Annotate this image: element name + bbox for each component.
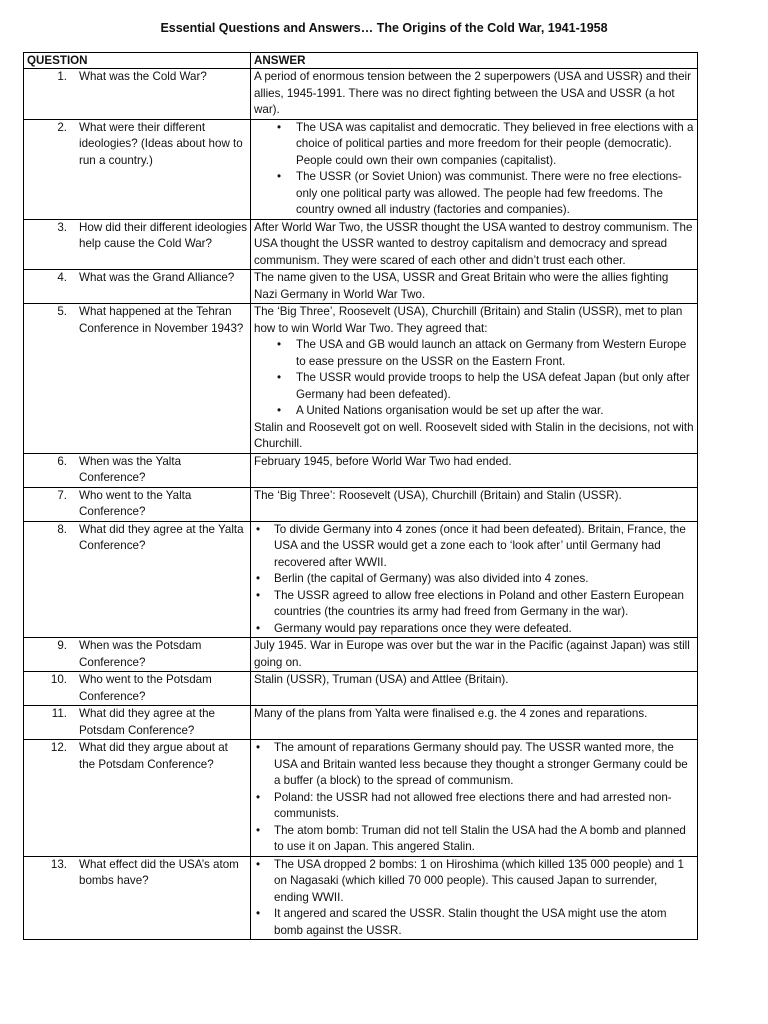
question-number: 2. xyxy=(57,120,67,134)
answer-bullet: • The USSR (or Soviet Union) was communist. There were no free elections-only one political party was allowed. The people had few freedoms. The country owned all industry (factories and companies). xyxy=(254,169,694,219)
question-number: 1. xyxy=(57,70,67,83)
answer-cell xyxy=(251,706,698,740)
question-cell xyxy=(24,119,251,219)
table-row xyxy=(24,740,698,857)
answer-cell xyxy=(251,521,698,638)
answer-bullet: • A United Nations organisation would be set up after the war. xyxy=(254,403,694,420)
question-text: What happened at the Tehran Conference in November 1943? xyxy=(79,305,244,335)
answer-cell xyxy=(251,638,698,672)
question-text: What effect did the USA’s atom bombs have? xyxy=(79,857,239,887)
question-cell xyxy=(24,521,251,638)
question-text: Who went to the Potsdam Conference? xyxy=(79,673,212,703)
header-row xyxy=(24,53,698,69)
answer-bullet: • The USA and GB would launch an attack on Germany from Western Europe to ease pressure on the USSR on the Eastern Front. xyxy=(254,337,694,370)
question-number: 9. xyxy=(57,639,67,652)
table-row xyxy=(24,706,698,740)
qa-table xyxy=(23,52,698,940)
answer-cell xyxy=(251,270,698,304)
question-text: When was the Yalta Conference? xyxy=(79,454,182,484)
answer-bullet: • To divide Germany into 4 zones (once it had been defeated). Britain, France, the USA and the USSR would get a zone each to ‘look after’ until Germany had recovered after WWII. xyxy=(254,522,694,572)
question-number: 6. xyxy=(57,454,67,468)
answer-bullet: • The amount of reparations Germany should pay. The USSR wanted more, the USA and Britain wanted less because they thought a stronger Germany could be a buffer (a block) to the spread of communism. xyxy=(254,740,694,790)
answer-bullet: • Germany would pay reparations once they were defeated. xyxy=(254,621,694,638)
answer-text: After World War Two, the USSR thought the USA wanted to destroy communism. The USA thought the USSR wanted to destroy capitalism and democracy and spread communism. They were scared of each other and didn’t trust each other. xyxy=(254,220,693,267)
question-cell xyxy=(24,672,251,706)
question-number: 3. xyxy=(57,220,67,234)
table-row xyxy=(24,856,698,940)
question-cell xyxy=(24,638,251,672)
answer-bullet-list xyxy=(254,120,694,219)
answer-bullet: • The USA was capitalist and democratic. They believed in free elections with a choice of political parties and more freedom for their people (democratic). People could own their own companies (capitalist). xyxy=(254,120,694,170)
question-text: What was the Grand Alliance? xyxy=(79,271,235,284)
answer-cell xyxy=(251,69,698,120)
answer-cell xyxy=(251,453,698,487)
answer-text: July 1945. War in Europe was over but the war in the Pacific (against Japan) was still going on. xyxy=(254,639,690,669)
question-cell xyxy=(24,740,251,857)
question-number: 5. xyxy=(57,305,67,318)
answer-column-header: ANSWER xyxy=(251,53,698,69)
table-row xyxy=(24,119,698,219)
question-cell xyxy=(24,219,251,270)
answer-cell xyxy=(251,672,698,706)
question-number: 12. xyxy=(50,741,67,754)
answer-bullet: • The USA dropped 2 bombs: 1 on Hiroshima (which killed 135 000 people) and 1 on Nagasaki (which killed 70 000 people). This caused Japan to surrender, ending WWII. xyxy=(254,857,694,907)
question-number: 10. xyxy=(50,673,67,686)
answer-text: A period of enormous tension between the 2 superpowers (USA and USSR) and their allies, 1945-1991. There was no direct fighting between the USA and USSR (a hot war). xyxy=(254,70,691,116)
question-cell xyxy=(24,856,251,940)
question-number: 4. xyxy=(57,271,67,284)
question-cell xyxy=(24,270,251,304)
table-row xyxy=(24,521,698,638)
question-text: When was the Potsdam Conference? xyxy=(79,639,202,669)
table-row xyxy=(24,672,698,706)
question-number: 7. xyxy=(57,488,67,502)
question-text: What were their different ideologies? (Ideas about how to run a country.) xyxy=(79,120,243,167)
question-cell xyxy=(24,304,251,454)
answer-bullet: • The USSR would provide troops to help the USA defeat Japan (but only after Germany had been defeated). xyxy=(254,370,694,403)
question-text: What did they agree at the Yalta Conference? xyxy=(79,522,244,552)
answer-bullet: • Berlin (the capital of Germany) was also divided into 4 zones. xyxy=(254,571,694,588)
question-number: 8. xyxy=(57,522,67,536)
table-row xyxy=(24,453,698,487)
answer-text: The name given to the USA, USSR and Great Britain who were the allies fighting Nazi Germany in World War Two. xyxy=(254,271,669,301)
question-column-header: QUESTION xyxy=(24,53,251,69)
answer-bullet-list xyxy=(254,522,694,638)
question-number: 11. xyxy=(51,707,67,720)
question-cell xyxy=(24,706,251,740)
question-cell xyxy=(24,487,251,521)
table-row xyxy=(24,638,698,672)
answer-text: The ‘Big Three’, Roosevelt (USA), Churchill (Britain) and Stalin (USSR), met to plan how to win World War Two. They agreed that: xyxy=(254,305,683,335)
answer-cell xyxy=(251,740,698,857)
question-cell xyxy=(24,453,251,487)
answer-text: The ‘Big Three’: Roosevelt (USA), Churchill (Britain) and Stalin (USSR). xyxy=(254,488,622,502)
answer-bullet-list xyxy=(254,740,694,856)
table-row xyxy=(24,304,698,454)
answer-text: Many of the plans from Yalta were finalised e.g. the 4 zones and reparations. xyxy=(254,707,648,720)
page-title: Essential Questions and Answers… The Origins of the Cold War, 1941-1958 xyxy=(160,21,608,35)
answer-bullet: • The USSR agreed to allow free elections in Poland and other Eastern European countries (the countries its army had freed from Germany in the war). xyxy=(254,588,694,621)
table-row xyxy=(24,219,698,270)
answer-bullet: • The atom bomb: Truman did not tell Stalin the USA had the A bomb and planned to use it on Japan. This angered Stalin. xyxy=(254,823,694,856)
answer-cell xyxy=(251,304,698,454)
answer-text: Stalin (USSR), Truman (USA) and Attlee (Britain). xyxy=(254,673,509,686)
answer-cell xyxy=(251,219,698,270)
question-text: Who went to the Yalta Conference? xyxy=(79,488,192,518)
answer-bullet-list xyxy=(254,857,694,940)
question-text: What did they argue about at the Potsdam Conference? xyxy=(79,741,228,771)
answer-bullet: • It angered and scared the USSR. Stalin thought the USA might use the atom bomb against the USSR. xyxy=(254,906,694,939)
answer-bullet: • Poland: the USSR had not allowed free elections there and had arrested non-communists. xyxy=(254,790,694,823)
table-row xyxy=(24,270,698,304)
table-row xyxy=(24,69,698,120)
answer-text: February 1945, before World War Two had ended. xyxy=(254,454,512,468)
answer-text-after: Stalin and Roosevelt got on well. Roosevelt sided with Stalin in the decisions, not with Churchill. xyxy=(254,420,694,450)
question-number: 13. xyxy=(50,857,67,871)
answer-bullet-list xyxy=(254,337,694,420)
question-text: What did they agree at the Potsdam Conference? xyxy=(79,707,215,737)
question-text: What was the Cold War? xyxy=(79,70,207,83)
answer-cell xyxy=(251,487,698,521)
question-cell xyxy=(24,69,251,120)
question-text: How did their different ideologies help cause the Cold War? xyxy=(79,220,247,250)
table-row xyxy=(24,487,698,521)
answer-cell xyxy=(251,119,698,219)
answer-cell xyxy=(251,856,698,940)
